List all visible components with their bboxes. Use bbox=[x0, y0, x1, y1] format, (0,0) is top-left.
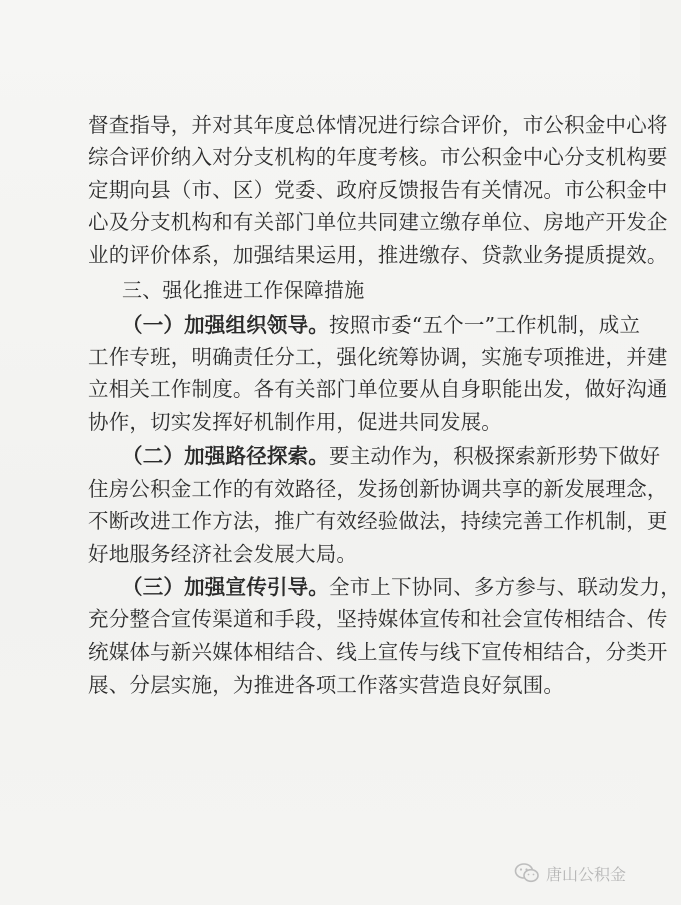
paragraph-line bbox=[88, 110, 668, 140]
subsection-title: （一）加强组织领导。 bbox=[122, 313, 329, 337]
line-text: 按照市委“五个一”工作机制，成立 bbox=[329, 313, 641, 337]
subsection-title: （三）加强宣传引导。 bbox=[122, 575, 329, 599]
wechat-icon bbox=[514, 862, 540, 884]
line-text: 充分整合宣传渠道和手段，坚持媒体宣传和社会宣传相结合、传 bbox=[88, 607, 668, 631]
line-text: 工作专班，明确责任分工，强化统筹协调，实施专项推进，并建 bbox=[88, 345, 668, 369]
paragraph-line bbox=[88, 374, 668, 404]
line-text: 综合评价纳入对分支机构的年度考核。市公积金中心分支机构要 bbox=[88, 145, 668, 169]
paragraph-line bbox=[88, 240, 668, 270]
line-text: 协作，切实发挥好机制作用，促进共同发展。 bbox=[88, 410, 502, 434]
line-text: 业的评价体系，加强结果运用，推进缴存、贷款业务提质提效。 bbox=[88, 243, 668, 267]
paragraph-line bbox=[88, 142, 668, 172]
line-text: 定期向县（市、区）党委、政府反馈报告有关情况。市公积金中 bbox=[88, 178, 668, 202]
paragraph-line bbox=[88, 539, 588, 569]
line-text: 心及分支机构和有关部门单位共同建立缴存单位、房地产开发企 bbox=[88, 210, 668, 234]
heading-text: 三、强化推进工作保障措施 bbox=[122, 278, 365, 302]
line-text: 住房公积金工作的有效路径，发扬创新协调共享的新发展理念， bbox=[88, 477, 668, 501]
paragraph-line bbox=[88, 175, 668, 205]
paragraph-line bbox=[122, 310, 641, 340]
line-text: 不断改进工作方法，推广有效经验做法，持续完善工作机制，更 bbox=[88, 509, 668, 533]
line-text: 统媒体与新兴媒体相结合、线上宣传与线下宣传相结合，分类开 bbox=[88, 640, 668, 664]
paragraph-line bbox=[88, 670, 588, 700]
watermark-label: 唐山公积金 bbox=[545, 864, 626, 884]
paragraph-line bbox=[122, 441, 661, 471]
paragraph-line bbox=[88, 506, 668, 536]
paragraph-line bbox=[88, 407, 588, 437]
paragraph-line bbox=[88, 342, 668, 372]
account-watermark bbox=[514, 859, 626, 887]
paragraph-line bbox=[88, 637, 668, 667]
paragraph-line bbox=[88, 604, 668, 634]
paragraph-line bbox=[122, 572, 681, 602]
line-text: 立相关工作制度。各有关部门单位要从自身职能出发，做好沟通 bbox=[88, 377, 668, 401]
paragraph-line bbox=[88, 207, 668, 237]
line-text: 好地服务经济社会发展大局。 bbox=[88, 542, 358, 566]
line-text: 展、分层实施，为推进各项工作落实营造良好氛围。 bbox=[88, 673, 565, 697]
line-text: 要主动作为，积极探索新形势下做好 bbox=[329, 444, 661, 468]
subsection-title: （二）加强路径探索。 bbox=[122, 444, 329, 468]
line-text: 全市上下协同、多方参与、联动发力， bbox=[329, 575, 681, 599]
section-heading bbox=[122, 275, 622, 305]
line-text: 督查指导，并对其年度总体情况进行综合评价，市公积金中心将 bbox=[88, 113, 668, 137]
paragraph-line bbox=[88, 474, 668, 504]
